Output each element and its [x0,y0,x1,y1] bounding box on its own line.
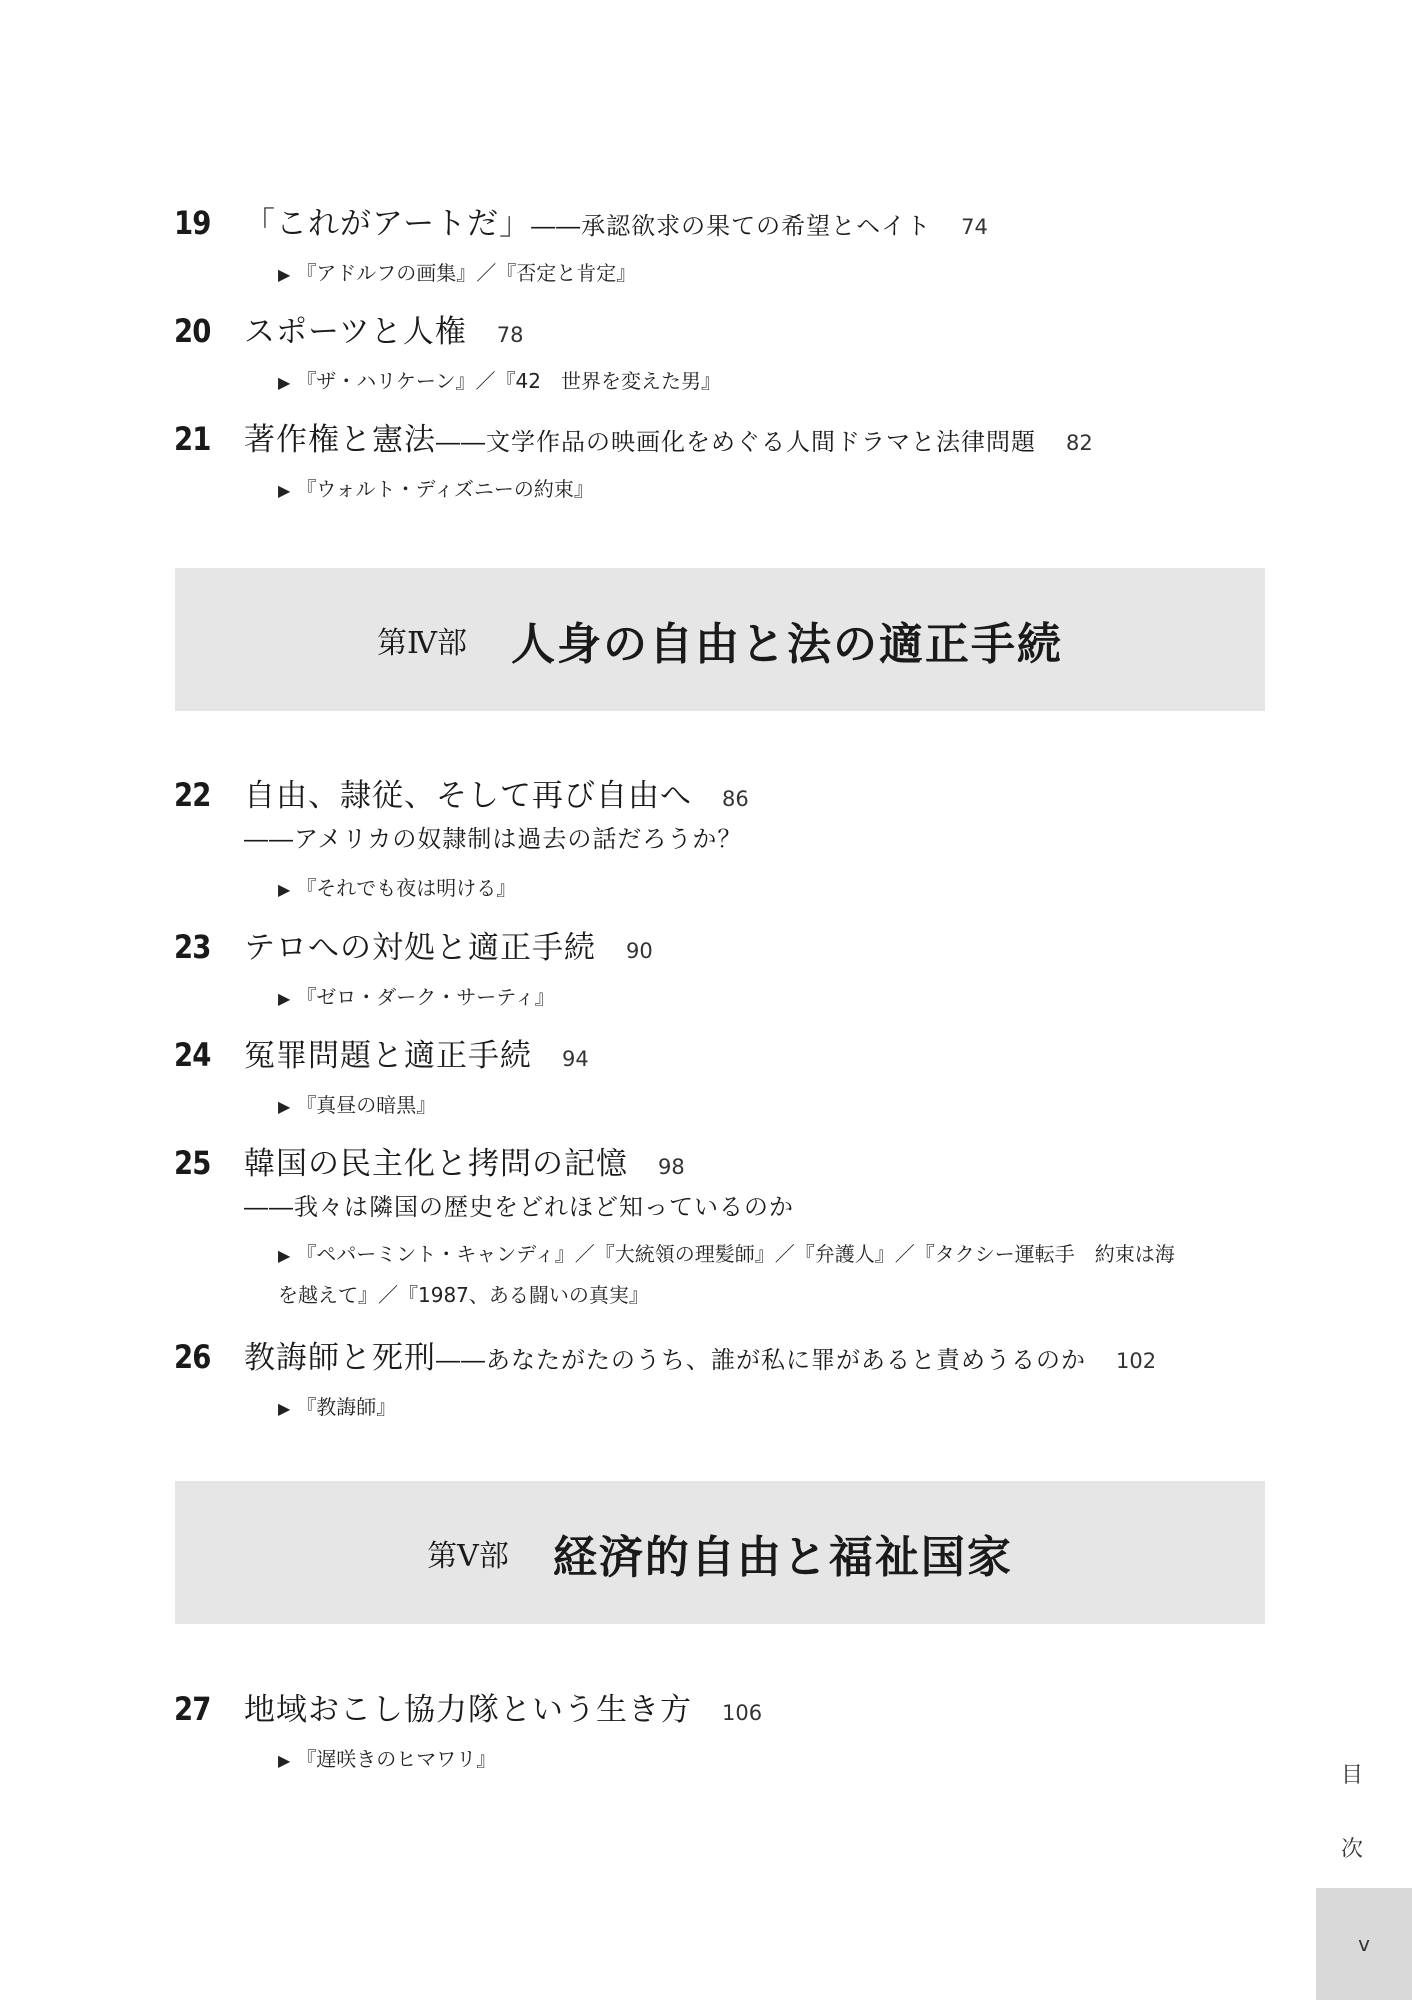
side-index-char-2: 次 [1340,1837,1363,1862]
part-label: 第Ⅴ部 [427,1538,509,1574]
film-list [278,473,1274,502]
chapter-22 [174,770,1274,901]
chapter-number: 19 [174,204,211,242]
chapter-title: 地域おこし協力隊という生き方 [244,1692,692,1728]
film-titles-line1: 『ペパーミント・キャンディ』／『大統領の理髪師』／『弁護人』／『タクシー運転手 約束は海 [296,1242,1175,1266]
film-titles: 『ザ・ハリケーン』／『42 世界を変えた男』 [296,369,721,393]
chapter-number: 22 [174,776,211,814]
part-title: 経済的自由と福祉国家 [552,1531,1013,1583]
bullet-triangle-icon: ▶ [278,1246,291,1265]
chapter-25 [174,1138,1274,1308]
film-titles: 『アドルフの画集』／『否定と肯定』 [296,261,637,285]
chapter-number: 23 [174,928,211,966]
chapter-page: 86 [722,787,749,811]
bullet-triangle-icon: ▶ [278,989,291,1008]
film-list [278,1089,1274,1118]
bullet-triangle-icon: ▶ [278,481,291,500]
film-list [278,981,1274,1010]
chapter-page: 82 [1066,431,1093,455]
chapter-page: 106 [722,1701,763,1725]
film-list [278,365,1274,394]
chapter-24 [174,1030,1274,1118]
side-index-char-1: 目 [1340,1763,1363,1788]
chapter-subtitle: ――我々は隣国の歴史をどれほど知っているのか [244,1193,794,1221]
chapter-page: 98 [658,1155,685,1179]
part-heading-4 [175,568,1265,711]
chapter-title: スポーツと人権 [244,314,467,350]
bullet-triangle-icon: ▶ [278,1097,291,1116]
film-titles: 『教誨師』 [296,1395,397,1419]
chapter-title: テロへの対処と適正手続 [244,930,596,966]
chapter-title: 冤罪問題と適正手続 [244,1038,532,1074]
chapter-number: 21 [174,420,211,458]
chapter-page: 102 [1116,1349,1157,1373]
chapter-number: 24 [174,1036,211,1074]
chapter-page: 78 [496,323,524,347]
chapter-20 [174,306,1274,394]
chapter-number: 25 [174,1144,211,1182]
part-heading-5 [175,1481,1265,1624]
film-titles: 『ウォルト・ディズニーの約束』 [296,477,594,501]
bullet-triangle-icon: ▶ [278,373,291,392]
chapter-subtitle: ――承認欲求の果ての希望とヘイト [531,212,932,240]
chapter-26 [174,1332,1274,1420]
chapter-number: 27 [174,1690,211,1728]
chapter-subtitle: ――文学作品の映画化をめぐる人間ドラマと法律問題 [436,428,1036,456]
chapter-title: 韓国の民主化と拷問の記憶 [244,1146,628,1182]
chapter-title: 自由、隷従、そして再び自由へ [244,778,692,814]
bullet-triangle-icon: ▶ [278,265,291,284]
bullet-triangle-icon: ▶ [278,880,291,899]
film-list-continued [278,1279,1274,1308]
film-list [278,1391,1274,1420]
chapter-23 [174,922,1274,1010]
film-titles: 『真昼の暗黒』 [296,1093,437,1117]
chapter-27 [174,1684,1274,1772]
chapter-title: 「これがアートだ」 [244,206,532,242]
chapter-subtitle: ――アメリカの奴隷制は過去の話だろうか？ [244,825,743,853]
film-titles: 『遅咲きのヒマワリ』 [296,1747,497,1771]
part-label: 第Ⅳ部 [377,625,467,661]
film-list [278,1238,1274,1267]
page-number-tab [1316,1888,1412,2000]
film-list [278,872,1274,901]
bullet-triangle-icon: ▶ [278,1399,291,1418]
film-titles-line2: を越えて』／『1987、ある闘いの真実』 [278,1283,649,1307]
chapter-title: 教誨師と死刑 [244,1340,436,1376]
film-titles: 『ゼロ・ダーク・サーティ』 [296,985,555,1009]
chapter-page: 74 [961,215,988,239]
chapter-page: 94 [562,1047,589,1071]
chapter-page: 90 [626,939,653,963]
chapter-title: 著作権と憲法 [244,422,436,458]
page-number: v [1358,1932,1370,1956]
chapter-subtitle: ――あなたがたのうち、誰が私に罪があると責めうるのか [436,1346,1086,1374]
film-list [278,1743,1274,1772]
film-titles: 『それでも夜は明ける』 [296,876,517,900]
chapter-number: 26 [174,1338,211,1376]
chapter-number: 20 [174,312,211,350]
chapter-19 [174,198,1274,286]
chapter-21 [174,414,1274,502]
part-title: 人身の自由と法の適正手続 [510,618,1063,670]
film-list [278,257,1274,286]
bullet-triangle-icon: ▶ [278,1751,291,1770]
